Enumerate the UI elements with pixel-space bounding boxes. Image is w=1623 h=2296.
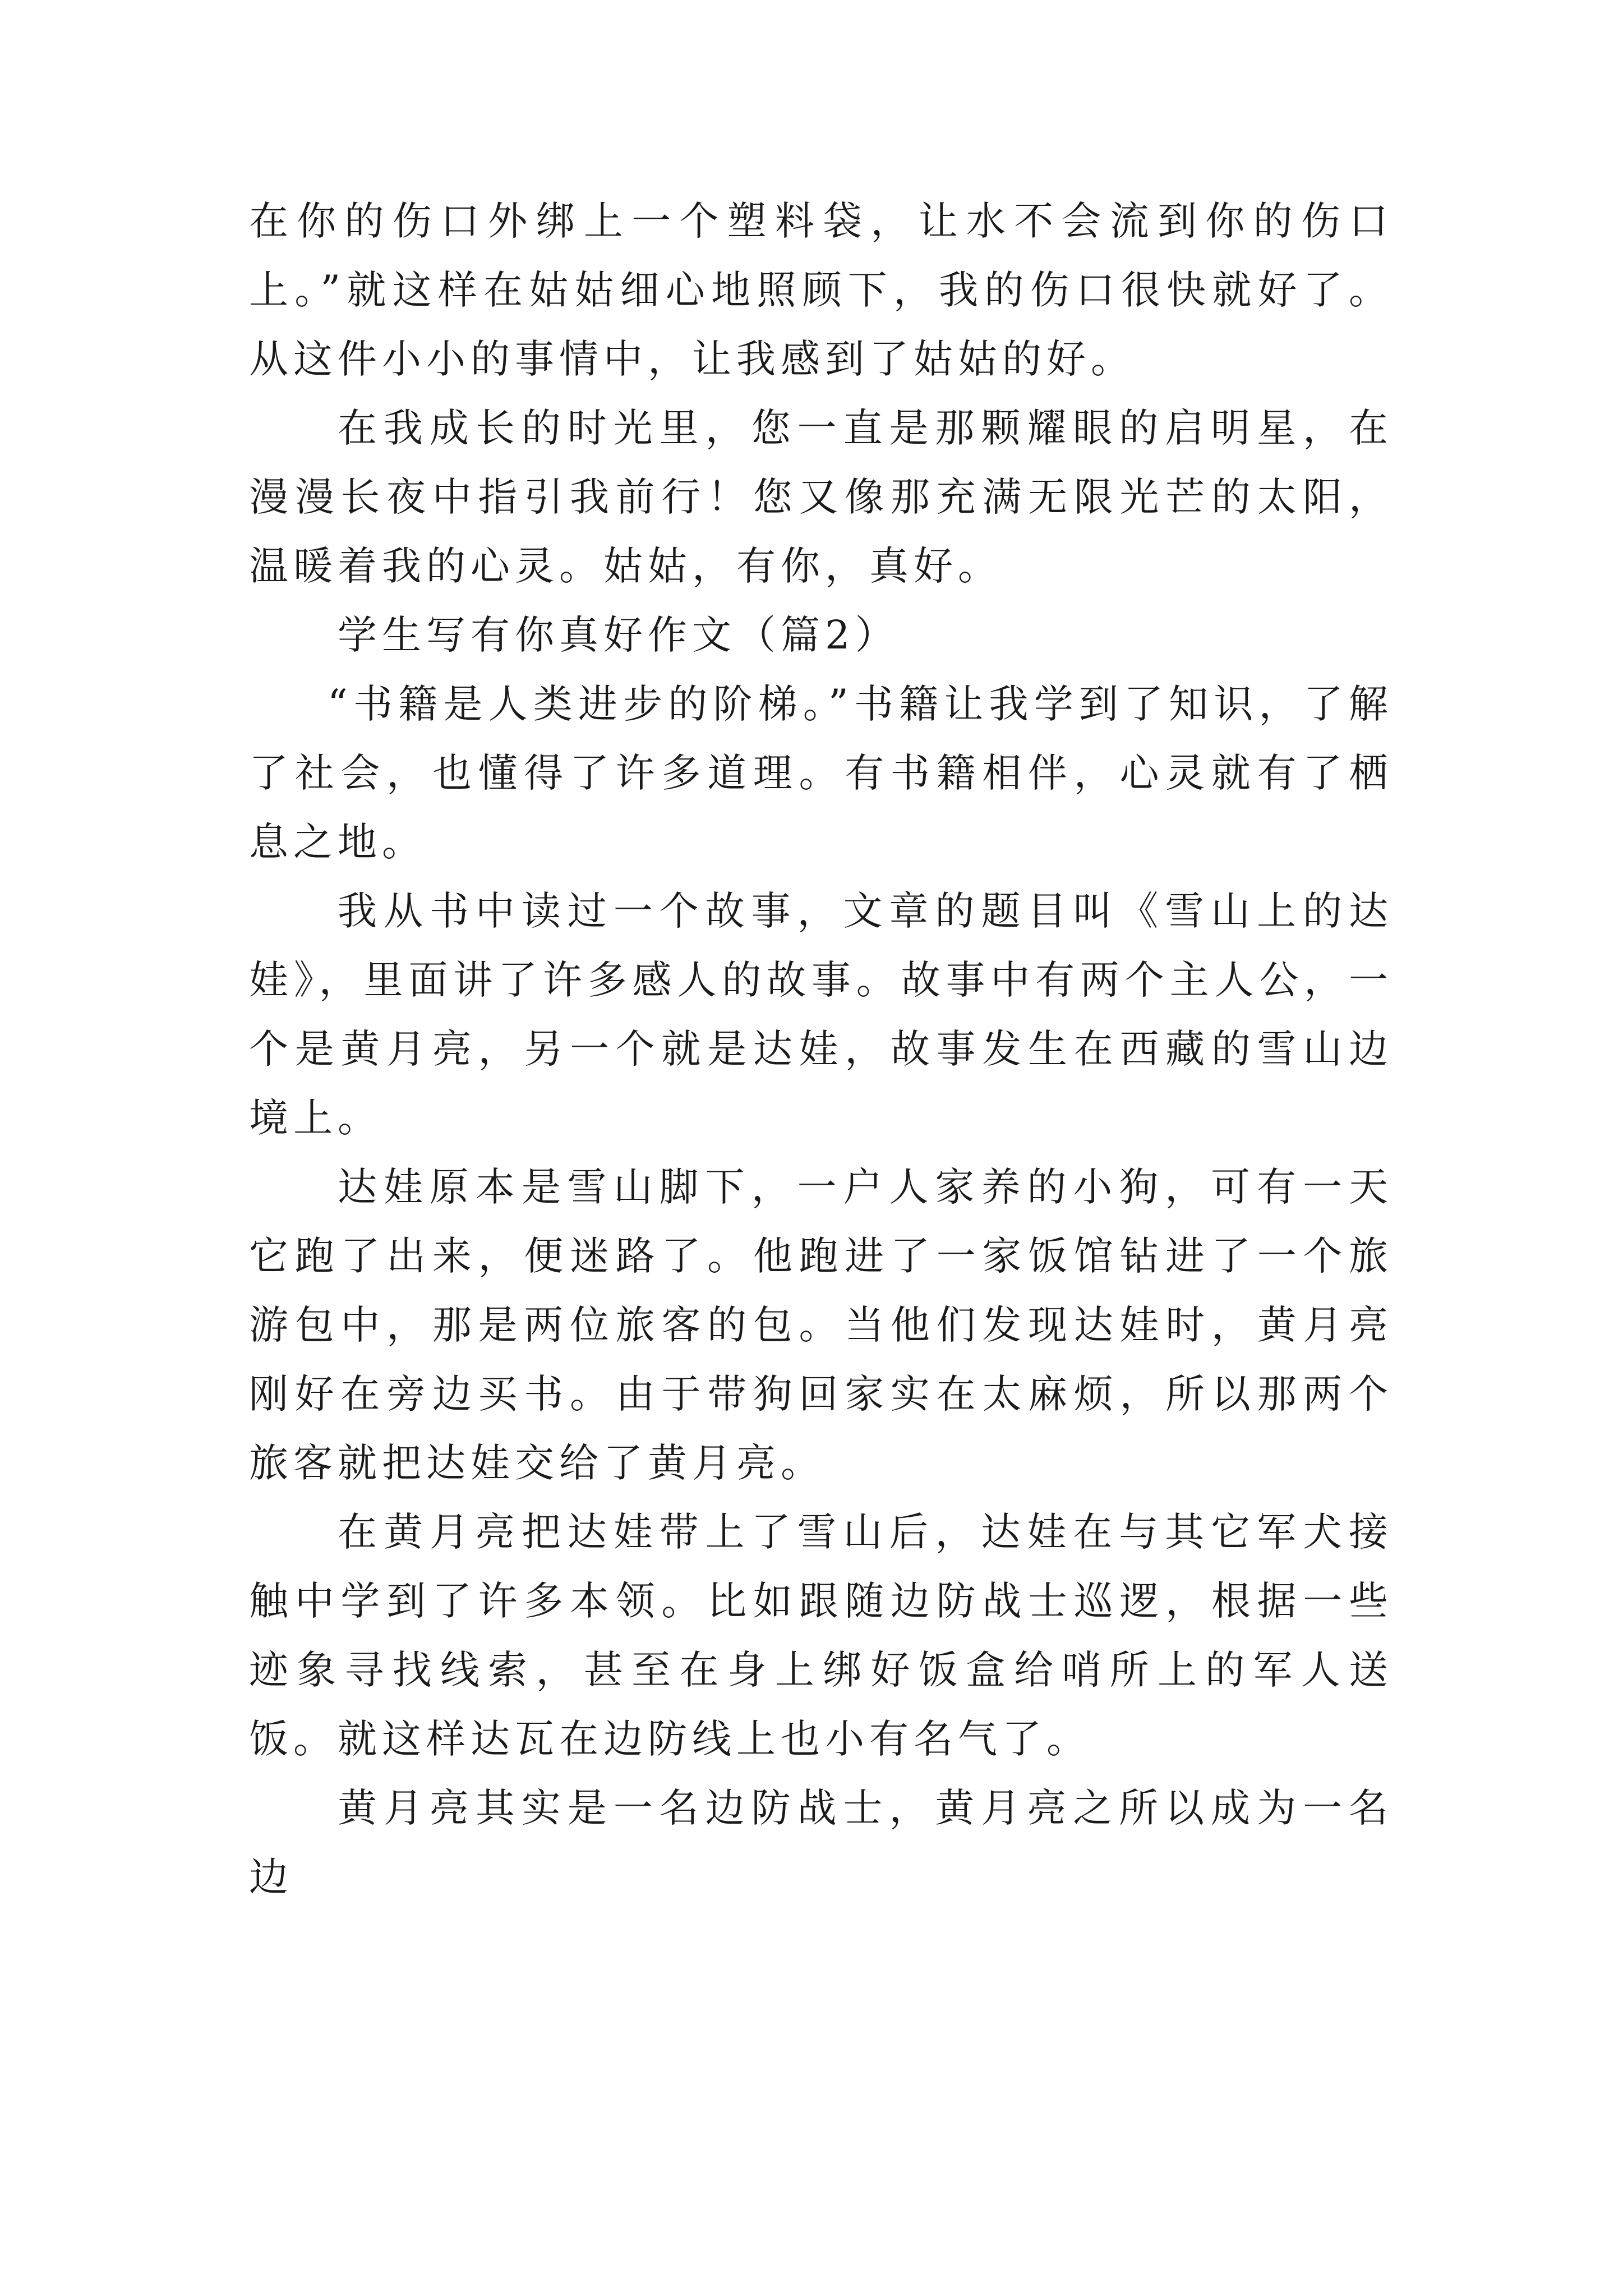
- paragraph-huang-yueliang: 黄月亮其实是一名边防战士，黄月亮之所以成为一名边: [249, 1785, 1393, 1900]
- paragraph-dawa-skills: 在黄月亮把达娃带上了雪山后，达娃在与其它军犬接触中学到了许多本领。比如跟随边防战士巡逻，根据一些迹象寻找线索，甚至在身上绑好饭盒给哨所上的军人送饭。就这样达瓦在边防线上也小有名气了。: [249, 1509, 1393, 1762]
- paragraph-books-quote: “书籍是人类进步的阶梯。”书籍让我学到了知识，了解了社会，也懂得了许多道理。有书籍相伴，心灵就有了栖息之地。: [249, 681, 1393, 865]
- section-heading: 学生写有你真好作文（篇2）: [338, 612, 900, 658]
- paragraph-starlight: 在我成长的时光里，您一直是那颗耀眼的启明星，在漫漫长夜中指引我前行！您又像那充满无限光芒的太阳，温暖着我的心灵。姑姑，有你，真好。: [249, 405, 1393, 589]
- paragraph-continuation: 在你的伤口外绑上一个塑料袋，让水不会流到你的伤口上。”就这样在姑姑细心地照顾下，我的伤口很快就好了。从这件小小的事情中，让我感到了姑姑的好。: [249, 198, 1393, 382]
- document-body: [249, 187, 1393, 1912]
- paragraph-story-intro: 我从书中读过一个故事，文章的题目叫《雪山上的达娃》，里面讲了许多感人的故事。故事中有两个主人公，一个是黄月亮，另一个就是达娃，故事发生在西藏的雪山边境上。: [249, 888, 1393, 1141]
- paragraph-dawa-origin: 达娃原本是雪山脚下，一户人家养的小狗，可有一天它跑了出来，便迷路了。他跑进了一家饭馆钻进了一个旅游包中，那是两位旅客的包。当他们发现达娃时，黄月亮刚好在旁边买书。由于带狗回家实在太麻烦，所以那两个旅客就把达娃交给了黄月亮。: [249, 1164, 1393, 1486]
